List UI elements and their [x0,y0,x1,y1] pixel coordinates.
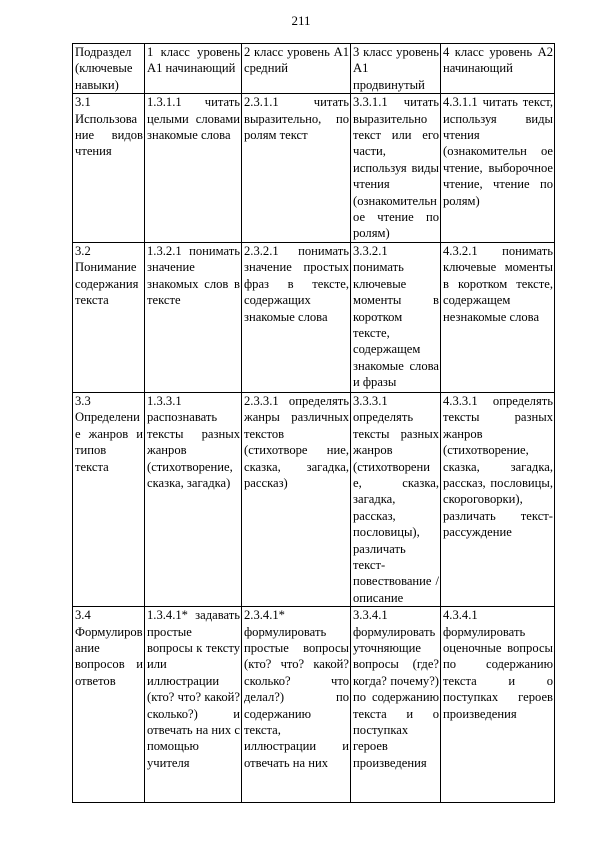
header-subsection: Подраздел (ключевые навыки) [73,44,145,94]
table-row [73,94,555,243]
page-number: 211 [291,13,311,28]
table-row [73,242,555,392]
header-grade-1: 1 класс уровень А1 начинающий [145,44,242,94]
grade-2-cell: 2.3.3.1 определять жанры различных текстов (стихотворе ние, сказка, загадка, рассказ) [242,392,351,606]
section-cell: 3.1 Использование видов чтения [73,94,145,243]
table-row [73,392,555,606]
grade-3-cell: 3.3.3.1 определять тексты разных жанров (стихотворени е, сказка, загадка, рассказ, пословицы), различать текст-повествование / описание [351,392,441,606]
grade-4-cell: 4.3.3.1 определять тексты разных жанров (стихотворение, сказка, загадка, рассказ, пословицы, скороговорки), различать текст-рассуждение [441,392,555,606]
grade-1-cell: 1.3.1.1 читать целыми словами знакомые слова [145,94,242,243]
table-header-row [73,44,555,94]
section-cell: 3.2 Понимание содержания текста [73,242,145,392]
grade-4-cell: 4.3.1.1 читать текст, используя виды чтения (ознакомительн ое чтение, выборочное чтение, чтение по ролям) [441,94,555,243]
header-grade-3: 3 класс уровень А1 продвинутый [351,44,441,94]
grade-4-cell: 4.3.2.1 понимать ключевые моменты в коротком тексте, содержащем незнакомые слова [441,242,555,392]
grade-1-cell: 1.3.2.1 понимать значение знакомых слов в тексте [145,242,242,392]
grade-3-cell: 3.3.1.1 читать выразительно текст или его части, используя виды чтения (ознакомительн ое чтение по ролям) [351,94,441,243]
section-cell: 3.4 Формулирование вопросов и ответов [73,607,145,803]
grade-1-cell: 1.3.3.1 распознавать тексты разных жанров (стихотворение, сказка, загадка) [145,392,242,606]
grade-2-cell: 2.3.1.1 читать выразительно, по ролям текст [242,94,351,243]
header-grade-4: 4 класс уровень А2 начинающий [441,44,555,94]
grade-3-cell: 3.3.2.1 понимать ключевые моменты в коротком тексте, содержащем знакомые слова и фразы [351,242,441,392]
grade-2-cell: 2.3.2.1 понимать значение простых фраз в тексте, содержащих знакомые слова [242,242,351,392]
grade-2-cell: 2.3.4.1* формулировать простые вопросы (кто? что? какой? сколько? что делал?) по содержанию текста, иллюстрации и отвечать на них [242,607,351,803]
curriculum-table [72,43,555,803]
section-cell: 3.3 Определение жанров и типов текста [73,392,145,606]
header-grade-2: 2 класс уровень А1 средний [242,44,351,94]
grade-1-cell: 1.3.4.1* задавать простые вопросы к тексту или иллюстрации (кто? что? какой? сколько?) и отвечать на них с помощью учителя [145,607,242,803]
grade-3-cell: 3.3.4.1 формулировать уточняющие вопросы (где? когда? почему?) по содержанию текста и о поступках героев произведения [351,607,441,803]
table-row [73,607,555,803]
grade-4-cell: 4.3.4.1 формулировать оценочные вопросы по содержанию текста и о поступках героев произведения [441,607,555,803]
